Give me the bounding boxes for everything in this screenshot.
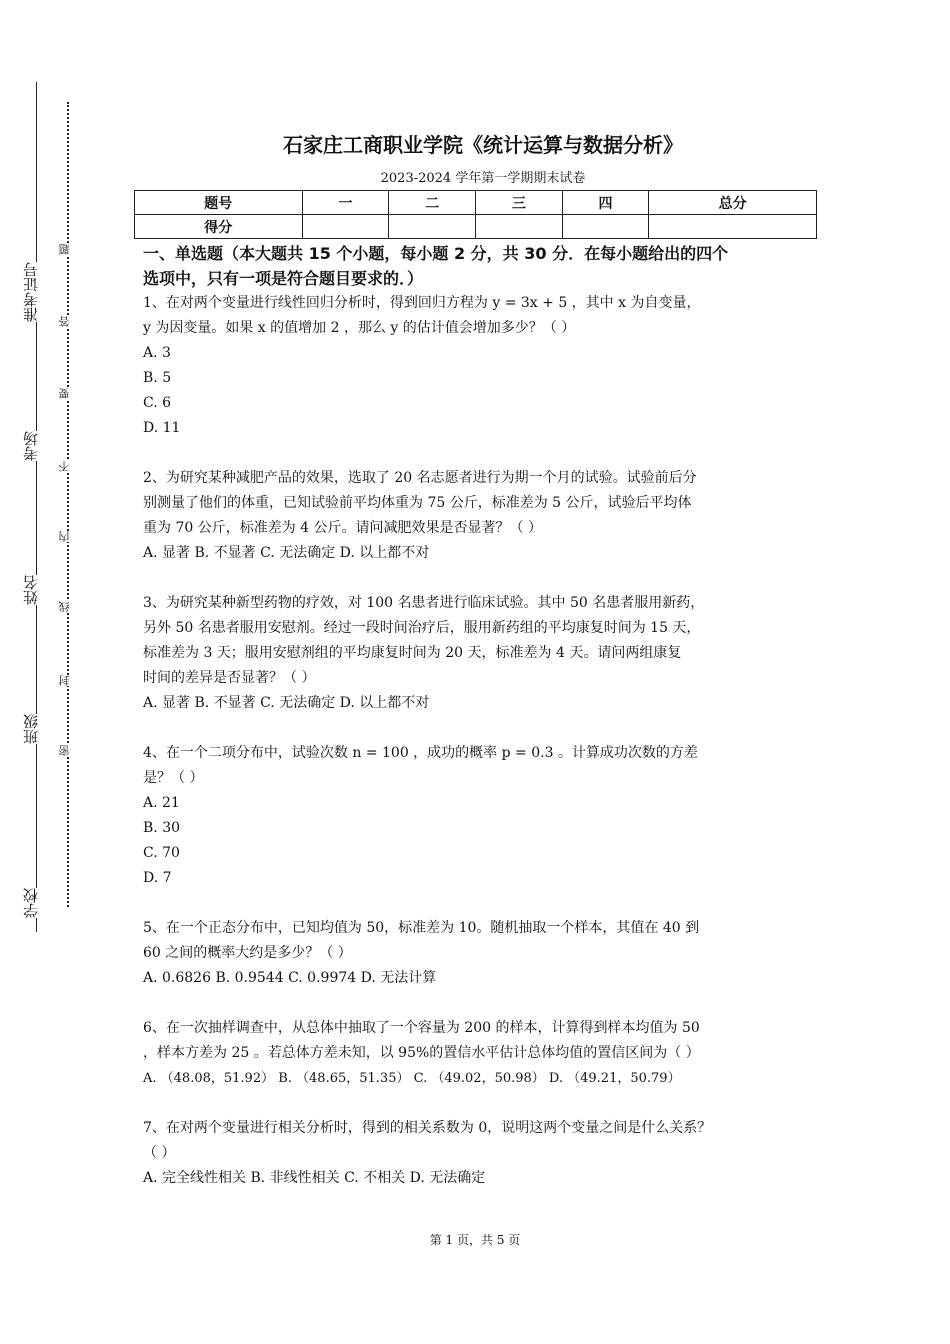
binding-solid-line bbox=[36, 82, 37, 932]
score-cell: 二 bbox=[389, 191, 476, 215]
option-b: B. 30 bbox=[143, 820, 181, 836]
question-stem-line: 别测量了他们的体重，已知试验前平均体重为 75 公斤，标准差为 5 公斤，试验后平均体 bbox=[143, 495, 692, 511]
question-stem-line: 2、为研究某种减肥产品的效果，选取了 20 名志愿者进行为期一个月的试验。试验前后分 bbox=[143, 470, 697, 486]
field-label-exam-room: 考场 bbox=[22, 431, 50, 461]
section-heading-line: 一、单选题（本大题共 15 个小题，每小题 2 分，共 30 分．在每小题给出的四个 bbox=[143, 244, 729, 263]
seal-char: 要 bbox=[59, 388, 77, 399]
option-c: C. 6 bbox=[143, 395, 172, 411]
score-input-cell bbox=[649, 215, 817, 239]
score-input-cell bbox=[389, 215, 476, 239]
question-stem-line: 标准差为 3 天；服用安慰剂组的平均康复时间为 20 天，标准差为 4 天。请问两组康复 bbox=[143, 645, 682, 661]
section-heading-line: 选项中，只有一项是符合题目要求的．） bbox=[143, 269, 424, 288]
question-5 bbox=[143, 916, 823, 991]
question-6 bbox=[143, 1016, 823, 1091]
option-d: D. 11 bbox=[143, 420, 181, 436]
options-line: A. 完全线性相关 B. 非线性相关 C. 不相关 D. 无法确定 bbox=[143, 1170, 486, 1186]
question-stem-line: 是？（ ） bbox=[143, 770, 204, 786]
question-2 bbox=[143, 466, 823, 566]
field-label-school: 学校 bbox=[22, 888, 50, 918]
question-stem-line: （ ） bbox=[143, 1145, 176, 1161]
seal-char: 封 bbox=[59, 675, 77, 686]
question-stem-line: 3、为研究某种新型药物的疗效，对 100 名患者进行临床试验。其中 50 名患者服用新药， bbox=[143, 595, 705, 611]
seal-dotted-line bbox=[67, 102, 69, 907]
options-line: A. 0.6826 B. 0.9544 C. 0.9974 D. 无法计算 bbox=[143, 970, 437, 986]
question-1 bbox=[143, 291, 823, 441]
question-stem-line: 时间的差异是否显著？（ ） bbox=[143, 670, 316, 686]
question-7 bbox=[143, 1116, 823, 1191]
option-d: D. 7 bbox=[143, 870, 172, 886]
score-input-cell bbox=[562, 215, 649, 239]
score-cell: 总分 bbox=[649, 191, 817, 215]
question-stem-line: 5、在一个正态分布中，已知均值为 50，标准差为 10。随机抽取一个样本，其值在 40 到 bbox=[143, 920, 700, 936]
exam-subtitle: 2023-2024 学年第一学期期末试卷 bbox=[380, 171, 586, 186]
section-heading bbox=[143, 241, 823, 291]
score-table bbox=[134, 190, 817, 239]
exam-title: 石家庄工商职业学院《统计运算与数据分析》 bbox=[283, 133, 683, 157]
seal-char: 答 bbox=[59, 316, 77, 327]
seal-char: 内 bbox=[59, 531, 77, 542]
options-line: A. 显著 B. 不显著 C. 无法确定 D. 以上都不对 bbox=[143, 545, 430, 561]
question-stem-line: y 为因变量。如果 x 的值增加 2 ，那么 y 的估计值会增加多少？（ ） bbox=[143, 320, 576, 336]
seal-char: 密 bbox=[59, 745, 77, 756]
score-table-score-row bbox=[135, 215, 817, 239]
option-b: B. 5 bbox=[143, 370, 172, 386]
score-cell: 题号 bbox=[135, 191, 303, 215]
field-label-exam-number: 准考证号 bbox=[22, 262, 50, 322]
option-a: A. 21 bbox=[143, 795, 180, 811]
question-stem-line: 60 之间的概率大约是多少？（ ） bbox=[143, 945, 352, 961]
score-input-cell bbox=[302, 215, 389, 239]
option-c: C. 70 bbox=[143, 845, 180, 861]
score-cell: 得分 bbox=[135, 215, 303, 239]
field-label-class: 班级 bbox=[22, 714, 50, 744]
score-table-header-row bbox=[135, 191, 817, 215]
score-cell: 三 bbox=[475, 191, 562, 215]
field-label-name: 姓名 bbox=[22, 575, 50, 605]
score-cell: 一 bbox=[302, 191, 389, 215]
page-footer: 第 1 页，共 5 页 bbox=[429, 1233, 521, 1247]
seal-char: 题 bbox=[59, 244, 77, 255]
score-input-cell bbox=[475, 215, 562, 239]
seal-char: 不 bbox=[59, 461, 77, 472]
question-stem-line: 1、在对两个变量进行线性回归分析时，得到回归方程为 y = 3x + 5 ，其中 x 为自变量， bbox=[143, 295, 701, 311]
question-stem-line: ，样本方差为 25 。若总体方差未知，以 95%的置信水平估计总体均值的置信区间为（ ） bbox=[143, 1045, 700, 1061]
binding-margin bbox=[0, 0, 110, 1344]
option-a: A. 3 bbox=[143, 345, 171, 361]
options-line: A. 显著 B. 不显著 C. 无法确定 D. 以上都不对 bbox=[143, 695, 430, 711]
question-stem-line: 重为 70 公斤，标准差为 4 公斤。请问减肥效果是否显著？（ ） bbox=[143, 520, 542, 536]
question-stem-line: 6、在一次抽样调查中，从总体中抽取了一个容量为 200 的样本，计算得到样本均值为 50 bbox=[143, 1020, 700, 1036]
question-stem-line: 另外 50 名患者服用安慰剂。经过一段时间治疗后，服用新药组的平均康复时间为 15 天， bbox=[143, 620, 701, 636]
question-3 bbox=[143, 591, 823, 716]
exam-content bbox=[143, 130, 823, 1191]
seal-char: 线 bbox=[59, 601, 77, 612]
question-4 bbox=[143, 741, 823, 891]
question-stem-line: 7、在对两个变量进行相关分析时，得到的相关系数为 0，说明这两个变量之间是什么关系？ bbox=[143, 1120, 712, 1136]
question-stem-line: 4、在一个二项分布中，试验次数 n = 100 ，成功的概率 p = 0.3 。计算成功次数的方差 bbox=[143, 745, 698, 761]
score-cell: 四 bbox=[562, 191, 649, 215]
options-line: A. （48.08，51.92） B. （48.65，51.35） C. （49.02，50.98） D. （49.21，50.79） bbox=[143, 1071, 681, 1086]
